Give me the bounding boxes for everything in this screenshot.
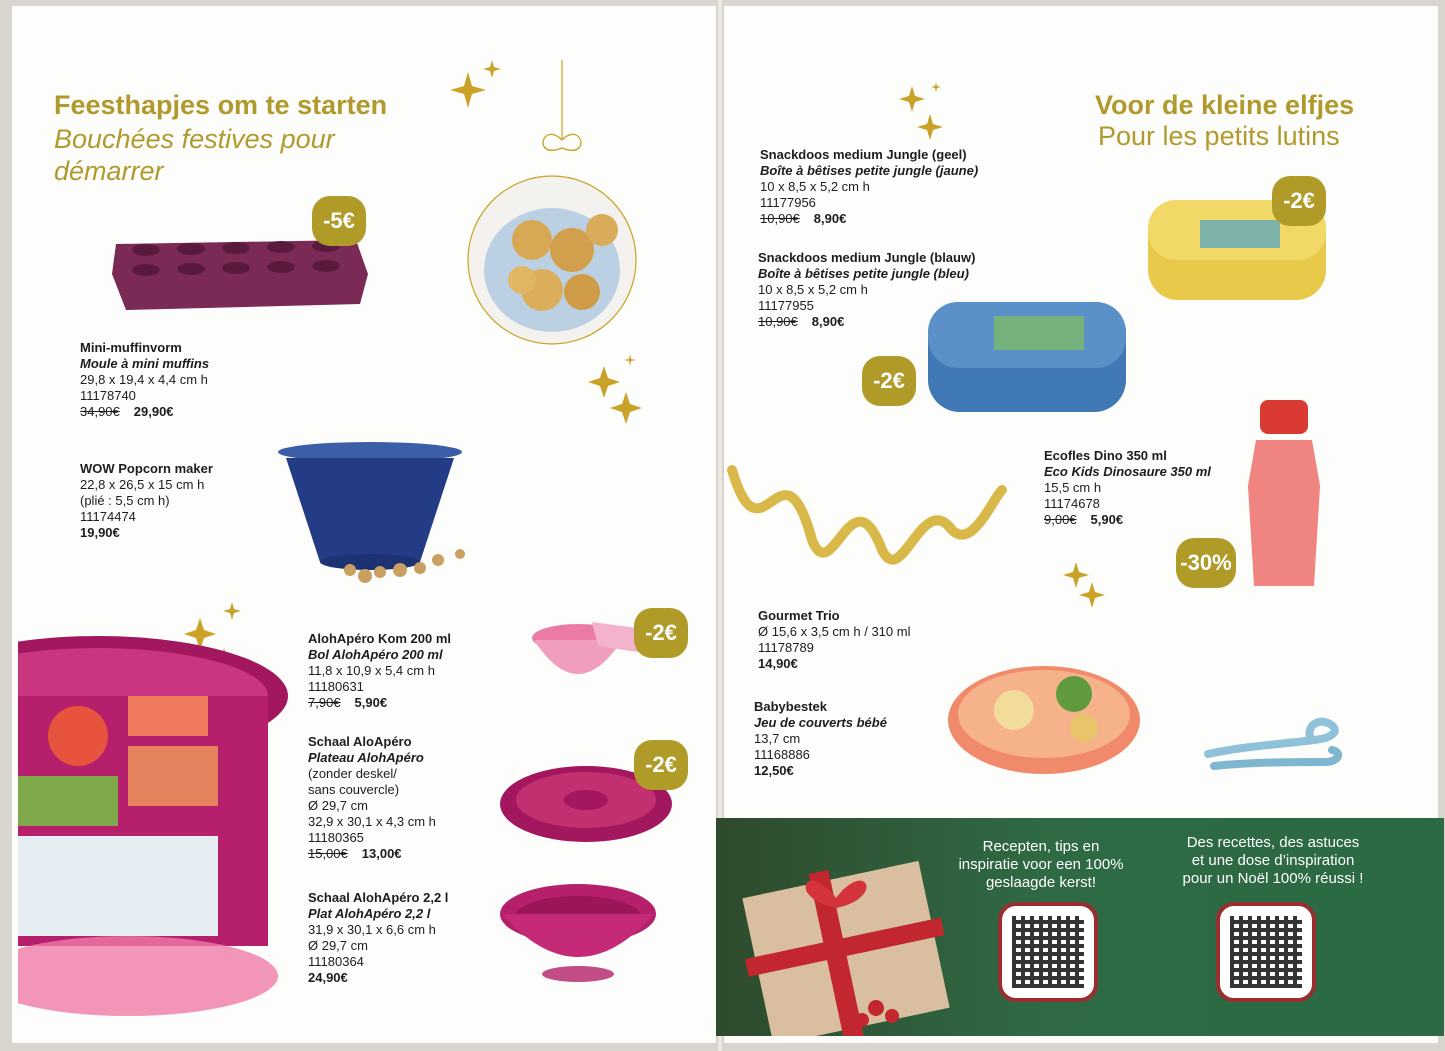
product-dims: 22,8 x 26,5 x 15 cm h xyxy=(80,477,205,492)
product-name-nl: Snackdoos medium Jungle (geel) xyxy=(760,147,967,162)
right-heading-nl: Voor de kleine elfjes xyxy=(1095,90,1355,120)
discount-badge: -2€ xyxy=(862,356,916,406)
product-dims: Ø 15,6 x 3,5 cm h / 310 ml xyxy=(758,624,911,639)
product-dims: 15,5 cm h xyxy=(1044,480,1102,495)
product-name-nl: Babybestek xyxy=(754,699,827,714)
product-name-nl: WOW Popcorn maker xyxy=(80,461,213,476)
mini-muffin-tray-image xyxy=(106,234,376,316)
product-code: 11180365 xyxy=(308,830,364,845)
old-price: 10,90€ xyxy=(760,211,800,226)
product-alohapero-kom xyxy=(308,631,451,711)
product-name-nl: Snackdoos medium Jungle (blauw) xyxy=(758,250,976,265)
baby-cutlery-image xyxy=(1204,700,1344,780)
product-name-nl: Mini-muffinvorm xyxy=(80,340,182,355)
sparkle-icon xyxy=(1060,552,1116,614)
discount-badge: -2€ xyxy=(1272,176,1326,226)
product-code: 11178789 xyxy=(758,640,814,655)
sparkle-icon xyxy=(586,352,646,432)
product-snackdoos-blauw xyxy=(758,250,975,330)
old-price: 34,90€ xyxy=(80,404,120,419)
product-name-nl: Schaal AloApéro xyxy=(308,734,412,749)
price: 5,90€ xyxy=(354,695,388,710)
dino-bottle-image xyxy=(1240,396,1330,596)
old-price: 9,00€ xyxy=(1044,512,1077,527)
right-heading-fr: Pour les petits lutins xyxy=(1098,121,1340,151)
price: 29,90€ xyxy=(133,404,174,419)
product-snackdoos-geel xyxy=(760,147,978,227)
banner-text-nl: Recepten, tips en inspiratie voor een 100% geslaagde kerst! xyxy=(958,838,1124,891)
product-popcorn-maker xyxy=(80,461,213,541)
product-babybestek xyxy=(754,699,887,779)
product-dims: 10 x 8,5 x 5,2 cm h xyxy=(760,179,870,194)
product-code: 11178740 xyxy=(80,388,136,403)
product-name-fr: Moule à mini muffins xyxy=(80,356,210,371)
gift-box-image xyxy=(726,838,956,1036)
product-dims: 32,9 x 30,1 x 4,3 cm h xyxy=(308,814,436,829)
product-mini-muffinvorm xyxy=(80,340,209,420)
product-dims: 13,7 cm xyxy=(754,731,801,746)
discount-badge: -5€ xyxy=(312,196,366,246)
price: 12,50€ xyxy=(754,763,794,778)
product-diameter: Ø 29,7 cm xyxy=(308,798,368,813)
price: 14,90€ xyxy=(758,656,798,671)
product-code: 11177956 xyxy=(760,195,816,210)
product-name-fr: Jeu de couverts bébé xyxy=(754,715,887,730)
product-code: 11177955 xyxy=(758,298,814,313)
product-name-fr: Boîte à bêtises petite jungle (jaune) xyxy=(760,163,979,178)
product-name-fr: Plateau AlohApéro xyxy=(308,750,424,765)
price: 13,00€ xyxy=(361,846,402,861)
muffin-ornament-illustration xyxy=(462,60,642,360)
old-price: 7,90€ xyxy=(308,695,341,710)
left-heading-nl: Feesthapjes om te starten xyxy=(54,90,388,120)
product-diameter: Ø 29,7 cm xyxy=(308,938,368,953)
recipe-banner xyxy=(716,818,1444,1036)
banner-text-fr: Des recettes, des astuces et une dose d’inspiration pour un Noël 100% réussi ! xyxy=(1182,834,1364,887)
price: 8,90€ xyxy=(811,314,845,329)
product-code: 11168886 xyxy=(754,747,810,762)
gold-ribbon-decoration xyxy=(722,450,1012,590)
discount-badge: -30% xyxy=(1176,538,1236,588)
product-name-nl: AlohApéro Kom 200 ml xyxy=(308,631,452,646)
product-name-fr: Eco Kids Dinosaure 350 ml xyxy=(1044,464,1211,479)
popcorn-maker-image xyxy=(270,440,490,590)
alohapero-plate-image xyxy=(498,880,668,990)
left-heading-fr-2: démarrer xyxy=(54,156,164,186)
product-code: 11174474 xyxy=(80,509,136,524)
product-name-fr: Plat AlohApéro 2,2 l xyxy=(308,906,431,921)
price: 24,90€ xyxy=(308,970,348,985)
product-extra: (plié : 5,5 cm h) xyxy=(80,493,170,508)
product-code: 11174678 xyxy=(1044,496,1100,511)
sparkle-icon xyxy=(896,80,952,146)
product-gourmet-trio xyxy=(758,608,910,672)
old-price: 10,90€ xyxy=(758,314,798,329)
price: 5,90€ xyxy=(1090,512,1124,527)
product-name-nl: Gourmet Trio xyxy=(758,608,840,623)
product-name-fr: Bol AlohApéro 200 ml xyxy=(308,647,443,662)
product-dims: 10 x 8,5 x 5,2 cm h xyxy=(758,282,868,297)
gourmet-trio-image xyxy=(944,640,1164,780)
left-heading-fr-1: Bouchées festives pour xyxy=(54,124,335,154)
qr-code-nl[interactable] xyxy=(998,902,1098,1002)
product-dims: 11,8 x 10,9 x 5,4 cm h xyxy=(308,663,435,678)
product-dims: 29,8 x 19,4 x 4,4 cm h xyxy=(80,372,208,387)
discount-badge: -2€ xyxy=(634,740,688,790)
price: 19,90€ xyxy=(80,525,120,540)
product-code: 11180631 xyxy=(308,679,364,694)
product-schaal-aloapero xyxy=(308,734,436,862)
old-price: 15,00€ xyxy=(308,846,348,861)
qr-code-fr[interactable] xyxy=(1216,902,1316,1002)
alohapero-serving-tray-image xyxy=(18,636,288,1036)
product-schaal-alohapero-22 xyxy=(308,890,448,986)
product-ecofles-dino xyxy=(1044,448,1211,528)
price: 8,90€ xyxy=(813,211,847,226)
product-dims: 31,9 x 30,1 x 6,6 cm h xyxy=(308,922,436,937)
product-name-nl: Schaal AlohApéro 2,2 l xyxy=(308,890,449,905)
product-name-nl: Ecofles Dino 350 ml xyxy=(1044,448,1167,463)
product-extra: sans couvercle) xyxy=(308,782,400,797)
product-name-fr: Boîte à bêtises petite jungle (bleu) xyxy=(758,266,969,281)
discount-badge: -2€ xyxy=(634,608,688,658)
product-code: 11180364 xyxy=(308,954,364,969)
product-extra: (zonder deskel/ xyxy=(308,766,397,781)
